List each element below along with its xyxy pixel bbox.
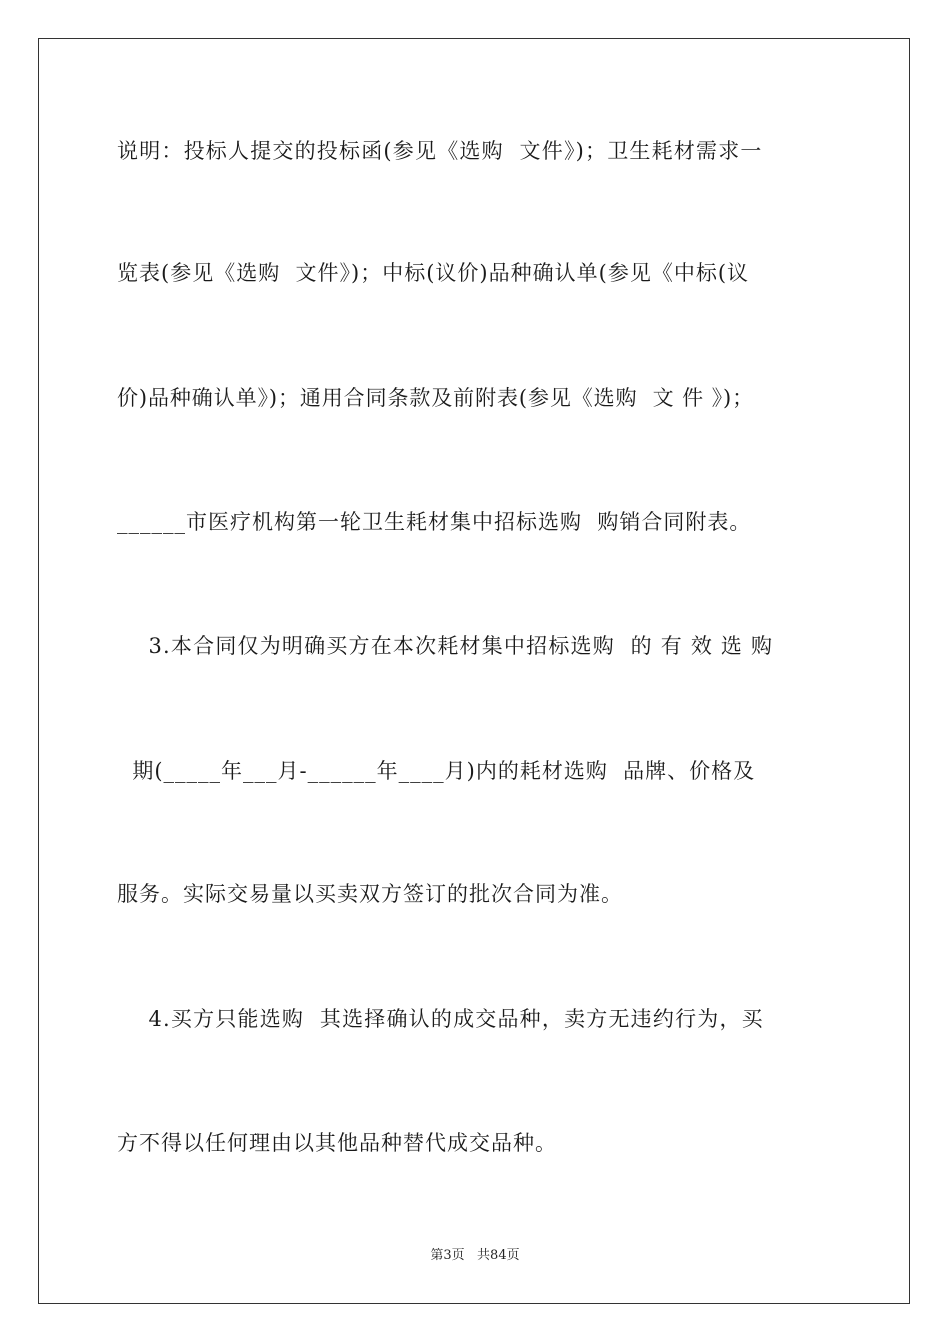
body-text-line: 说明：投标人提交的投标函(参见《选购 文件》)；卫生耗材需求一: [117, 139, 763, 163]
body-text-line: 期(_____年___月-______年____月)内的耗材选购 品牌、价格及: [117, 759, 756, 783]
body-text-line: 3.本合同仅为明确买方在本次耗材集中招标选购 的 有 效 选 购: [117, 634, 774, 658]
body-text-line: 览表(参见《选购 文件》)；中标(议价)品种确认单(参见《中标(议: [117, 261, 750, 285]
body-text-line: 4.买方只能选购 其选择确认的成交品种，卖方无违约行为，买: [117, 1007, 764, 1031]
page-border: [38, 38, 910, 1304]
body-text-line: ______市医疗机构第一轮卫生耗材集中招标选购 购销合同附表。: [117, 510, 752, 534]
page-number-footer: 第3页 共84页: [430, 1248, 520, 1263]
body-text-line: 价)品种确认单》)；通用合同条款及前附表(参见《选购 文 件 》)；: [117, 386, 754, 410]
body-text-line: 方不得以任何理由以其他品种替代成交品种。: [117, 1131, 557, 1155]
body-text-line: 服务。实际交易量以买卖双方签订的批次合同为准。: [117, 882, 623, 906]
